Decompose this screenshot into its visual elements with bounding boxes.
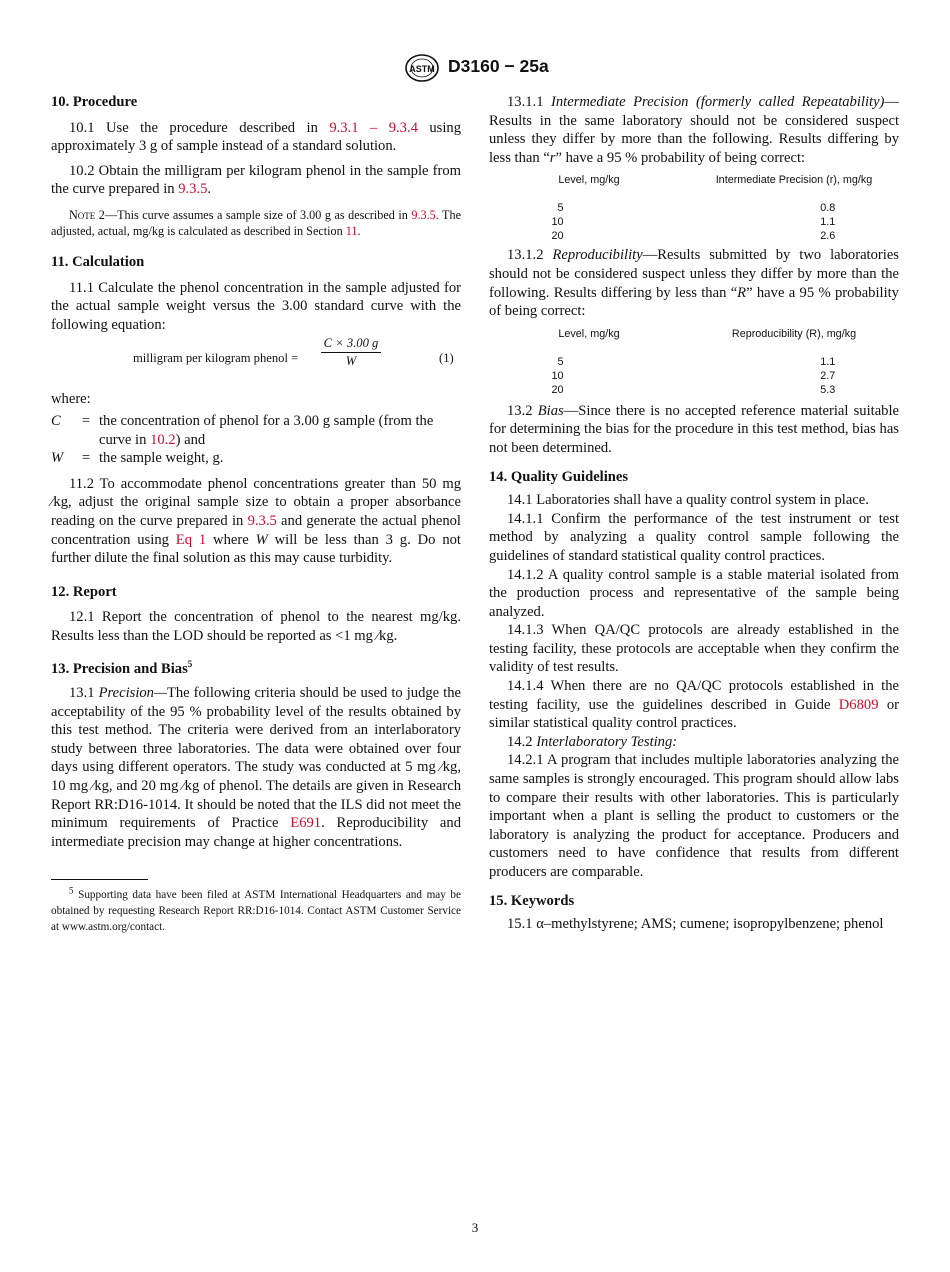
paragraph-14-1-1: 14.1.1 Confirm the performance of the test instrument or test method by analyzing a quality control sample following the guidelines of standard statistical quality control practices. [489, 510, 899, 564]
table-reproducibility [489, 327, 899, 397]
link-9-3-5[interactable]: 9.3.5 [178, 181, 208, 198]
equation-denominator: W [345, 354, 357, 369]
where-label: where: [51, 391, 91, 408]
section-13-title: 13. Precision and Bias$^5$ [51, 659, 193, 678]
equation-lhs: milligram per kilogram phenol = [133, 351, 299, 366]
paragraph-13-2: 13.2 Bias—Since there is no accepted reference material suitable for determining the bias for the procedure in this test method, bias has not been determined. [489, 402, 899, 456]
link-9-3-5[interactable]: 9.3.5 [411, 207, 436, 222]
table-row: 5 1.1 [557, 355, 836, 368]
astm-logo-icon [404, 53, 440, 83]
paragraph-10-1: 10.1 Use the procedure described in 9.3.1 – 9.3.4 using approximately 3 g of sample instead of a standard solution. [51, 119, 462, 155]
equation-1 [51, 336, 461, 376]
table-row: 20 2.6 [551, 230, 836, 243]
section-10-title: 10. Procedure [51, 94, 138, 110]
table-header: Intermediate Precision (r), mg/kg [715, 174, 873, 187]
link-section-11[interactable]: 11 [345, 223, 358, 238]
section-15-title: 15. Keywords [489, 892, 575, 909]
table-row: 10 1.1 [551, 216, 836, 229]
link-eq-1[interactable]: Eq 1 [175, 531, 207, 548]
footnote-ref-5[interactable]: 5 [187, 659, 193, 670]
page-header [0, 53, 950, 85]
paragraph-14-1-2: 14.1.2 A quality control sample is a stable material isolated from the production process and representative of the sample being analyzed. [489, 566, 899, 620]
equation-numerator: C × 3.00 g [323, 336, 379, 351]
equation-fraction [321, 336, 381, 369]
table-header: Level, mg/kg [558, 327, 620, 340]
paragraph-11-1: 11.1 Calculate the phenol concentration in the sample adjusted for the actual sample weight versus the 3.00 standard curve with the following equation: [51, 279, 461, 333]
link-e691[interactable]: E691 [290, 815, 322, 832]
table-row: 20 5.3 [551, 383, 836, 396]
table-header: Reproducibility (R), mg/kg [731, 327, 857, 340]
footnote-5: $^5$ Supporting data have been filed at ASTM International Headquarters and may be obtained by requesting Research Report RR:D16-1014. Contact ASTM Customer Service at www.astm.org/contact. [51, 885, 461, 933]
paragraph-11-2: 11.2 To accommodate phenol concentrations greater than 50 mg ⁄kg, adjust the original sample size to obtain a proper absorbance reading on the curve prepared in 9.3.5 and generate the actual phenol concentration using Eq 1 where W will be less than 3 g. Do not further dilute the final solution as this may cause turbidity. [51, 475, 461, 567]
paragraph-14-2-1: 14.2.1 A program that includes multiple laboratories analyzing the same samples is strongly encouraged. This program should allow labs to compare their results with other laboratories. This is particularly important when a plant is selling the product to customers or the laboratory is analyzing the product for acceptance. Producers and customers need to have confidence that results from different producers are comparable. [489, 752, 899, 880]
section-11-title: 11. Calculation [51, 253, 145, 270]
paragraph-13-1: 13.1 Precision—The following criteria should be used to judge the acceptability of the 95 % probability level of the results obtained by this test method. The criteria were derived from an interlaboratory study between three laboratories. The data were obtained over four days using different operators. The study was conducted at 5 mg ⁄kg, 10 mg ⁄kg, and 20 mg ⁄kg of phenol. The details are given in Research Report RR:D16-1014. It should be noted that the ILS did not meet the minimum requirements of Practice E691. Reproducibility and intermediate precision may change at higher concentrations. [51, 685, 462, 850]
link-9-3-1[interactable]: 9.3.1 – 9.3.4 [329, 119, 418, 136]
note-2: Note 2—This curve assumes a sample size of 3.00 g as described in 9.3.5. The adjusted, actual, mg/kg is calculated as described in Section 11. [51, 207, 462, 238]
table-row: 10 2.7 [551, 369, 836, 382]
svg-text:ASTM: ASTM [409, 64, 435, 74]
left-column [51, 93, 461, 935]
table-intermediate-precision [489, 173, 899, 243]
table-header: Level, mg/kg [558, 174, 620, 187]
link-9-3-5[interactable]: 9.3.5 [247, 512, 277, 529]
paragraph-15-1: 15.1 α–methylstyrene; AMS; cumene; isopropylbenzene; phenol [507, 916, 884, 933]
paragraph-14-1-4: 14.1.4 When there are no QA/QC protocols established in the testing facility, use the guidelines described in Guide D6809 or similar statistical quality control practices. [489, 678, 899, 732]
section-12-title: 12. Report [51, 583, 117, 600]
paragraph-14-1-3: 14.1.3 When QA/QC protocols are already established in the testing facility, these protocols are acceptable when they confirm the validity of test results. [489, 622, 899, 676]
paragraph-14-1: 14.1 Laboratories shall have a quality control system in place. [507, 492, 869, 509]
paragraph-12-1: 12.1 Report the concentration of phenol to the nearest mg/kg. Results less than the LOD should be reported as <1 mg ⁄kg. [51, 609, 461, 644]
paragraph-10-2: 10.2 Obtain the milligram per kilogram phenol in the sample from the curve prepared in 9.3.5. [51, 162, 461, 198]
table-row: 5 0.8 [557, 202, 836, 215]
where-item-c: C = the concentration of phenol for a 3.00 g sample (from the curve in 10.2) and [51, 412, 434, 448]
link-d6809[interactable]: D6809 [838, 696, 879, 713]
paragraph-13-1-2: 13.1.2 Reproducibility—Results submitted by two laboratories should not be considered suspect unless they differ by more than the following. Results differing by less than “R” have a 95 % probability of being correct: [489, 247, 899, 320]
equation-number: (1) [439, 351, 454, 366]
paragraph-14-2: 14.2 Interlaboratory Testing: [507, 733, 678, 750]
page-number: 3 [471, 1220, 479, 1235]
link-10-2[interactable]: 10.2 [150, 431, 176, 448]
footnote-divider [51, 879, 148, 880]
section-14-title: 14. Quality Guidelines [489, 468, 629, 485]
document-id: D3160 − 25a [448, 56, 549, 76]
paragraph-13-1-1: 13.1.1 Intermediate Precision (formerly called Repeatability)—Results in the same laboratory should not be considered suspect unless they differ by more than the following. Results differing by less than “r” have a 95 % probability of being correct: [489, 94, 899, 166]
where-item-w: W = the sample weight, g. [51, 450, 224, 467]
right-column [489, 93, 899, 934]
